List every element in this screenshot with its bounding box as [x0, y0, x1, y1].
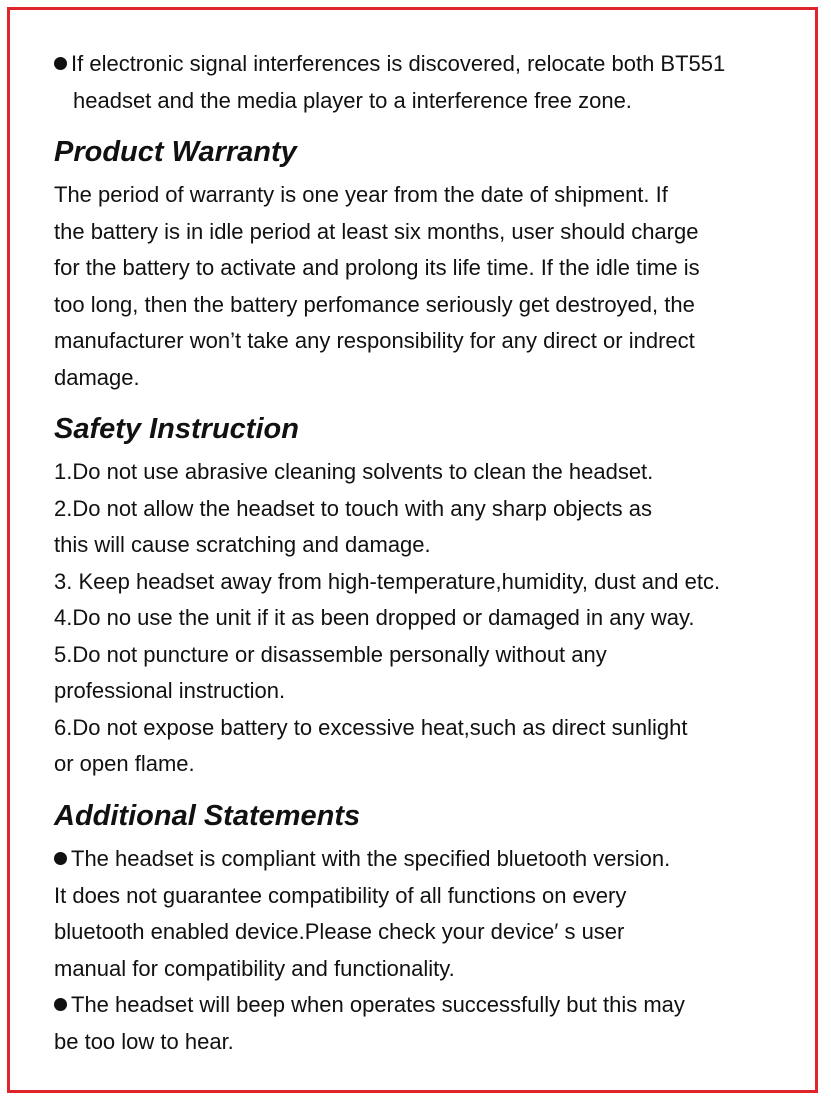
additional-heading: Additional Statements — [54, 800, 361, 832]
warranty-line: The period of warranty is one year from the date of shipment. If — [54, 182, 668, 207]
bullet-icon — [54, 57, 67, 70]
interference-line-1 — [54, 46, 725, 83]
safety-line: 6.Do not expose battery to excessive heat,such as direct sunlight — [54, 714, 688, 740]
interference-line-2: headset and the media player to a interference free zone. — [73, 87, 632, 113]
additional-bullet-1-text: The headset is compliant with the specified bluetooth version. — [71, 846, 671, 871]
warranty-heading: Product Warranty — [54, 136, 297, 168]
warranty-line: manufacturer won’t take any responsibility for any direct or indrect — [54, 328, 695, 353]
warranty-body — [54, 177, 700, 396]
safety-line: this will cause scratching and damage. — [54, 532, 431, 557]
interference-note — [54, 46, 725, 119]
warranty-line: for the battery to activate and prolong its life time. If the idle time is — [54, 255, 700, 280]
additional-body — [54, 841, 685, 1060]
additional-line: be too low to hear. — [54, 1028, 234, 1054]
safety-heading: Safety Instruction — [54, 413, 299, 445]
safety-line: 2.Do not allow the headset to touch with any sharp objects as — [54, 495, 653, 521]
warranty-line: too long, then the battery perfomance seriously get destroyed, the — [54, 291, 695, 317]
safety-line: 4.Do no use the unit if it as been dropped or damaged in any way. — [54, 605, 695, 630]
additional-line: manual for compatibility and functionality. — [54, 955, 455, 981]
warranty-line: damage. — [54, 364, 140, 390]
bullet-icon — [54, 998, 67, 1011]
additional-line: bluetooth enabled device.Please check your device′ s user — [54, 919, 625, 944]
safety-line: 3. Keep headset away from high-temperature,humidity, dust and etc. — [54, 568, 721, 594]
additional-line: It does not guarantee compatibility of all functions on every — [54, 882, 627, 908]
additional-bullet-2-text: The headset will beep when operates successfully but this may — [71, 992, 685, 1017]
safety-line: professional instruction. — [54, 678, 286, 703]
warranty-line: the battery is in idle period at least six months, user should charge — [54, 218, 699, 244]
safety-line: 1.Do not use abrasive cleaning solvents to clean the headset. — [54, 459, 654, 484]
additional-bullet-2 — [54, 987, 685, 1024]
additional-bullet-1 — [54, 841, 685, 878]
bullet-icon — [54, 852, 67, 865]
safety-line: 5.Do not puncture or disassemble personally without any — [54, 641, 607, 667]
safety-body — [54, 454, 720, 783]
safety-line: or open flame. — [54, 751, 195, 776]
interference-text-1: If electronic signal interferences is discovered, relocate both BT551 — [71, 51, 726, 76]
